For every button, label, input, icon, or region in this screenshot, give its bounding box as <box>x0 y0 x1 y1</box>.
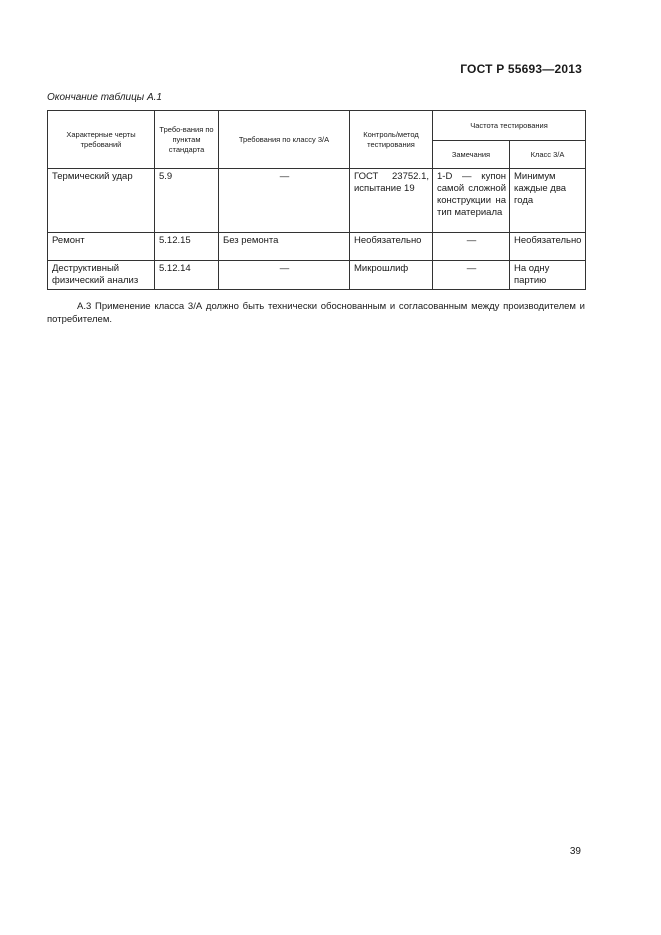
cell-clause: 5.12.15 <box>155 233 219 261</box>
cell-feature: Ремонт <box>48 233 155 261</box>
cell-remarks: — <box>433 261 510 290</box>
header-test-frequency: Частота тестирования <box>433 111 586 141</box>
requirements-table <box>47 110 586 290</box>
cell-class: На одну партию <box>510 261 586 290</box>
cell-class: Минимум каждые два года <box>510 169 586 233</box>
table-row <box>48 233 586 261</box>
page-number: 39 <box>569 846 581 857</box>
cell-remarks: 1-D — купон самой сложной конструкции на тип материала <box>433 169 510 233</box>
cell-clause: 5.12.14 <box>155 261 219 290</box>
header-class-3a: Класс 3/А <box>510 141 586 169</box>
header-clauses: Требо-вания по пунктам стандарта <box>155 111 219 169</box>
paragraph-a3: А.3 Применение класса 3/А должно быть технически обоснованным и согласованным между производителем и потребителем. <box>47 301 585 325</box>
table-row <box>48 261 586 290</box>
cell-remarks: — <box>433 233 510 261</box>
table-row <box>48 169 586 233</box>
cell-method: Микрошлиф <box>350 261 433 290</box>
cell-feature: Термический удар <box>48 169 155 233</box>
header-features: Характерные черты требований <box>48 111 155 169</box>
cell-feature: Деструктивный физический анализ <box>48 261 155 290</box>
header-remarks: Замечания <box>433 141 510 169</box>
cell-method: Необязательно <box>350 233 433 261</box>
cell-requirement: — <box>219 169 350 233</box>
cell-class: Необязательно <box>510 233 586 261</box>
cell-method: ГОСТ 23752.1, испытание 19 <box>350 169 433 233</box>
cell-requirement: Без ремонта <box>219 233 350 261</box>
cell-clause: 5.9 <box>155 169 219 233</box>
cell-requirement: — <box>219 261 350 290</box>
header-class-requirements: Требования по классу 3/А <box>219 111 350 169</box>
header-control-method: Контроль/метод тестирования <box>350 111 433 169</box>
table-caption: Окончание таблицы А.1 <box>47 92 162 103</box>
standard-code: ГОСТ Р 55693—2013 <box>460 62 582 76</box>
